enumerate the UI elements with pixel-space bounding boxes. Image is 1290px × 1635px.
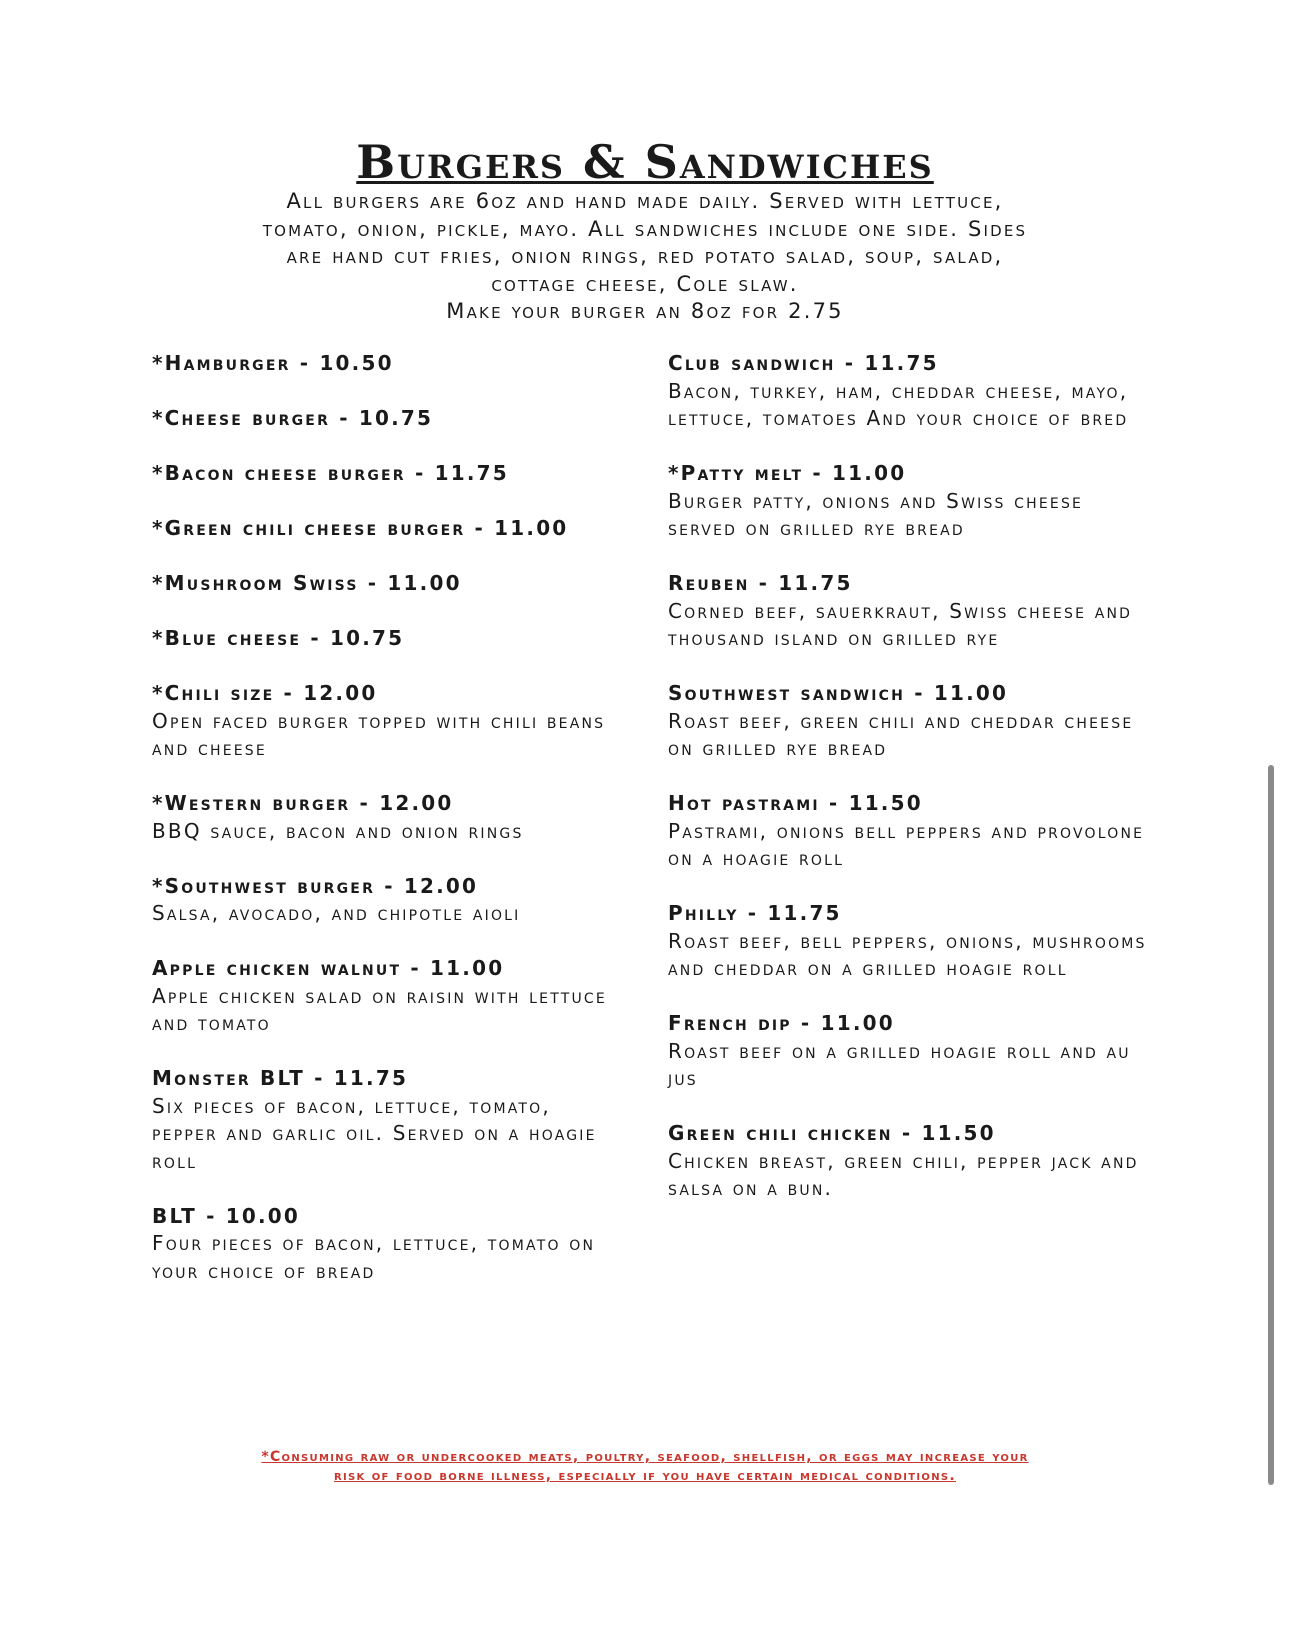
- menu-item-name: *Bacon cheese burger - 11.75: [152, 461, 509, 485]
- menu-item: [668, 1120, 1148, 1203]
- menu-item: [152, 1065, 622, 1175]
- menu-item: [152, 625, 622, 653]
- intro-line: tomato, onion, pickle, mayo. All sandwiches include one side. Sides: [262, 216, 1028, 241]
- menu-item-name: *Cheese burger - 10.75: [152, 406, 434, 430]
- food-safety-disclaimer: [150, 1448, 1140, 1486]
- menu-item-name: *Chili size - 12.00: [152, 681, 378, 705]
- menu-item-description: Roast beef, green chili and cheddar cheese on grilled rye bread: [668, 708, 1134, 760]
- menu-item-description: BBQ sauce, bacon and onion rings: [152, 818, 524, 843]
- menu-item-name: *Green chili cheese burger - 11.00: [152, 516, 569, 540]
- menu-item-name: Philly - 11.75: [668, 901, 842, 925]
- menu-item-description: Roast beef on a grilled hoagie roll and au jus: [668, 1038, 1131, 1090]
- menu-item: [152, 405, 622, 433]
- menu-item-description: Apple chicken salad on raisin with lettuce and tomato: [152, 983, 607, 1035]
- menu-item-description: Four pieces of bacon, lettuce, tomato on your choice of bread: [152, 1231, 596, 1283]
- menu-item-name: Apple chicken walnut - 11.00: [152, 956, 505, 980]
- menu-item-description: Bacon, turkey, ham, cheddar cheese, mayo, lettuce, tomatoes And your choice of bred: [668, 378, 1129, 430]
- menu-item-description: Open faced burger topped with chili beans and cheese: [152, 708, 606, 760]
- menu-item-name: *Blue cheese - 10.75: [152, 626, 405, 650]
- right-menu-column: [668, 350, 1148, 1230]
- menu-item-description: Salsa, avocado, and chipotle aioli: [152, 901, 521, 925]
- menu-item: [152, 515, 622, 543]
- menu-item-name: *Patty melt - 11.00: [668, 461, 907, 485]
- vertical-scrollbar[interactable]: [1268, 765, 1274, 1485]
- menu-item-name: *Western burger - 12.00: [152, 791, 454, 815]
- menu-item-name: *Mushroom Swiss - 11.00: [152, 571, 462, 595]
- menu-item-name: Green chili chicken - 11.50: [668, 1121, 996, 1145]
- menu-item-description: Roast beef, bell peppers, onions, mushrooms and cheddar on a grilled hoagie roll: [668, 928, 1147, 980]
- menu-item-description: Burger patty, onions and Swiss cheese served on grilled rye bread: [668, 488, 1084, 540]
- menu-item-name: *Hamburger - 10.50: [152, 351, 394, 375]
- menu-item: [152, 350, 622, 378]
- menu-item: [152, 570, 622, 598]
- disclaimer-line: risk of food borne illness, especially if you have certain medical conditions.: [333, 1468, 956, 1484]
- left-menu-column: [152, 350, 622, 1313]
- menu-item-name: BLT - 10.00: [152, 1203, 301, 1228]
- menu-item: [668, 350, 1148, 433]
- menu-item: [152, 1203, 622, 1286]
- menu-item: [152, 680, 622, 763]
- menu-item-name: Club sandwich - 11.75: [668, 351, 939, 375]
- intro-line: cottage cheese, Cole slaw.: [491, 271, 799, 296]
- page-title-text: Burgers & Sandwiches: [356, 135, 934, 189]
- menu-item: [152, 790, 622, 845]
- menu-item-name: French dip - 11.00: [668, 1011, 895, 1035]
- menu-item-description: Corned beef, sauerkraut, Swiss cheese and thousand island on grilled rye: [668, 598, 1133, 650]
- intro-line: are hand cut fries, onion rings, red potato salad, soup, salad,: [286, 244, 1004, 268]
- menu-item-description: Pastrami, onions bell peppers and provolone on a hoagie roll: [668, 818, 1145, 870]
- menu-item: [668, 790, 1148, 873]
- menu-item-name: Reuben - 11.75: [668, 571, 853, 595]
- menu-item: [152, 955, 622, 1038]
- disclaimer-line: *Consuming raw or undercooked meats, poultry, seafood, shellfish, or eggs may increase your: [261, 1449, 1029, 1465]
- menu-item-name: Hot pastrami - 11.50: [668, 791, 923, 815]
- intro-line: Make your burger an 8oz for 2.75: [446, 299, 844, 323]
- menu-item-name: Monster BLT - 11.75: [152, 1066, 409, 1090]
- menu-item: [668, 680, 1148, 763]
- menu-item-description: Six pieces of bacon, lettuce, tomato, pepper and garlic oil. Served on a hoagie roll: [152, 1093, 597, 1173]
- intro-line: All burgers are 6oz and hand made daily. Served with lettuce,: [286, 189, 1004, 213]
- menu-item: [152, 460, 622, 488]
- menu-item-description: Chicken breast, green chili, pepper jack and salsa on a bun.: [668, 1148, 1139, 1200]
- menu-item-name: Southwest sandwich - 11.00: [668, 681, 1009, 705]
- intro-text: [150, 188, 1140, 326]
- menu-item: [668, 900, 1148, 983]
- page-title: [0, 136, 1290, 188]
- menu-item-name: *Southwest burger - 12.00: [152, 873, 479, 898]
- menu-item: [152, 873, 622, 928]
- menu-item: [668, 1010, 1148, 1093]
- menu-item: [668, 570, 1148, 653]
- menu-item: [668, 460, 1148, 543]
